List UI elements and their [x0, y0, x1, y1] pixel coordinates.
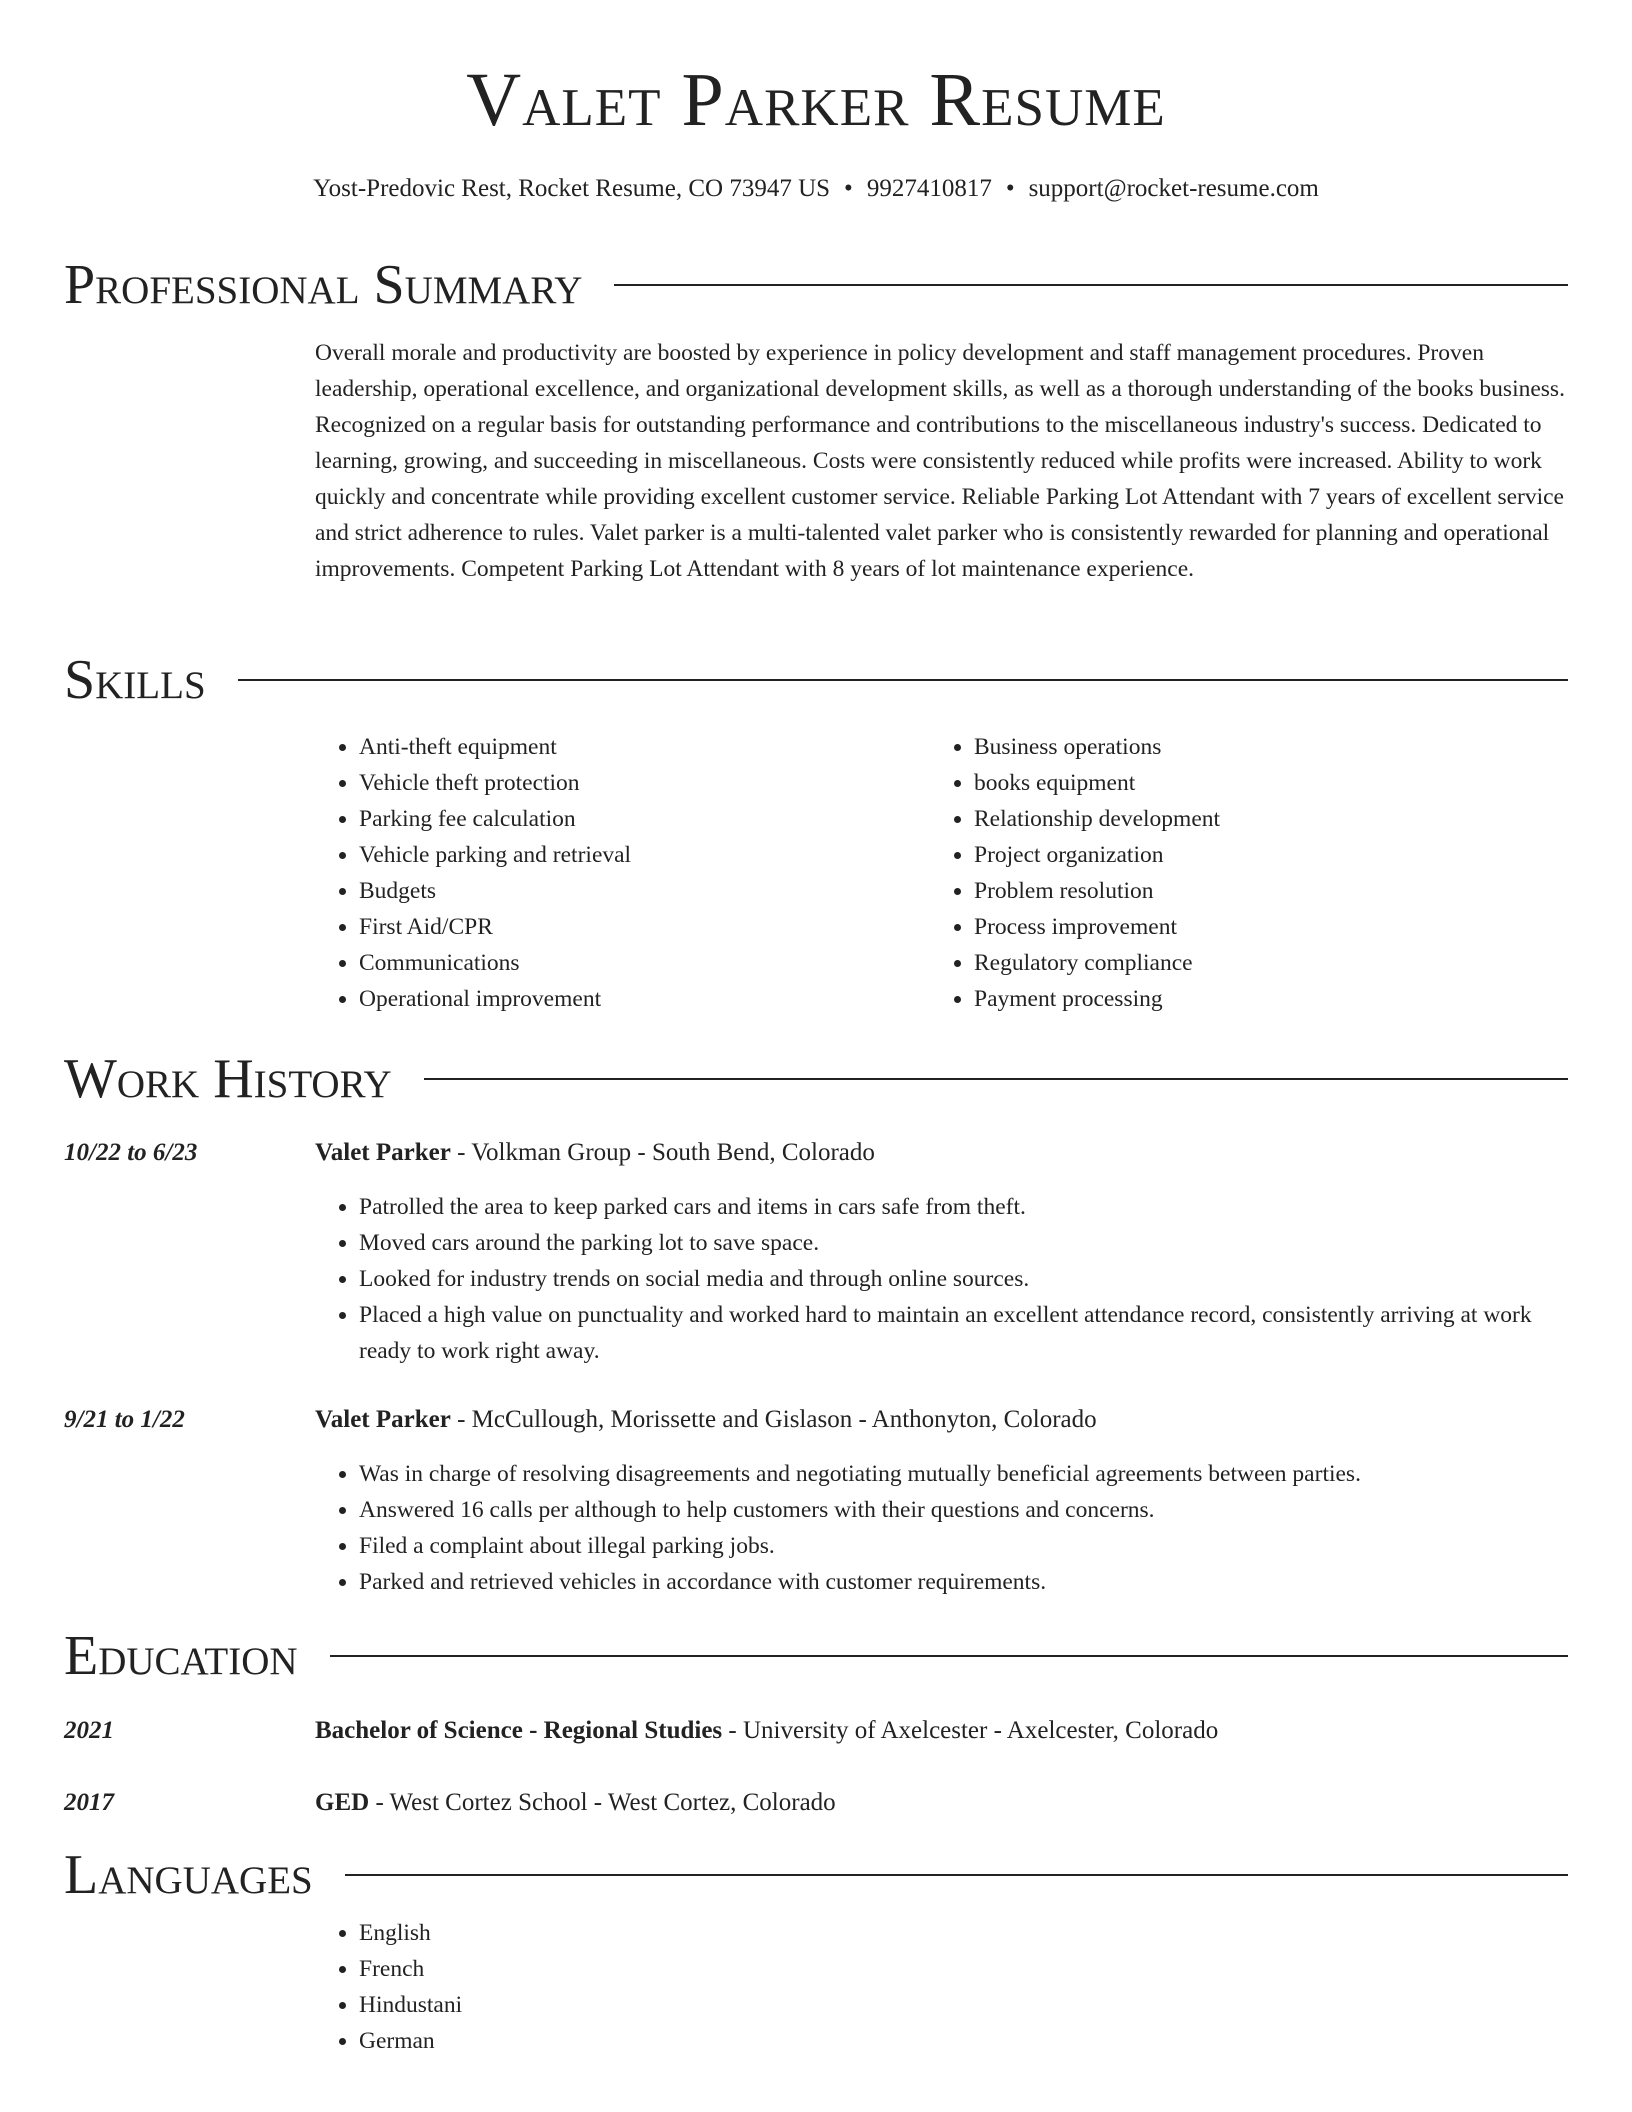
skill-item: • Problem resolution — [974, 873, 1574, 909]
education-degree: GED — [315, 1789, 370, 1816]
contact-separator: • — [844, 175, 853, 202]
job-bullet: • Moved cars around the parking lot to save space. — [359, 1225, 1568, 1261]
skill-item: • Parking fee calculation — [359, 801, 919, 837]
job-bullet: • Filed a complaint about illegal parking jobs. — [359, 1528, 1568, 1564]
education-details: - University of Axelcester - Axelcester, Colorado — [722, 1717, 1219, 1744]
skill-item: • Process improvement — [974, 909, 1574, 945]
section-title-skills: Skills — [64, 649, 206, 711]
education-year: 2017 — [64, 1789, 114, 1816]
skill-item: • Relationship development — [974, 801, 1574, 837]
job-heading — [315, 1400, 1097, 1440]
education-degree: Bachelor of Science - Regional Studies — [315, 1717, 723, 1744]
education-heading — [315, 1711, 1218, 1751]
education-heading — [315, 1783, 836, 1823]
language-item: • French — [359, 1951, 959, 1987]
skills-list-right — [930, 729, 1574, 1017]
skill-item: • Operational improvement — [359, 981, 919, 1017]
job-bullet: • Parked and retrieved vehicles in accordance with customer requirements. — [359, 1564, 1568, 1600]
skill-item: • Project organization — [974, 837, 1574, 873]
skill-item: • Budgets — [359, 873, 919, 909]
skill-item: • First Aid/CPR — [359, 909, 919, 945]
section-divider — [424, 1078, 1568, 1080]
section-header-languages — [64, 1840, 1568, 1910]
job-bullet: • Placed a high value on punctuality and worked hard to maintain an excellent attendance record, consistently arriving at work ready to work right away. — [359, 1297, 1568, 1369]
job-dates: 10/22 to 6/23 — [64, 1139, 198, 1166]
job-bullet: • Answered 16 calls per although to help customers with their questions and concerns. — [359, 1492, 1568, 1528]
education-entry — [64, 1783, 1568, 1823]
skills-list-left — [315, 729, 919, 1017]
job-bullets — [315, 1189, 1568, 1369]
language-item: • Hindustani — [359, 1987, 959, 2023]
skill-item: • Vehicle parking and retrieval — [359, 837, 919, 873]
section-title-languages: Languages — [64, 1844, 313, 1906]
education-entry — [64, 1711, 1568, 1751]
skill-item: • Business operations — [974, 729, 1574, 765]
section-divider — [345, 1874, 1568, 1876]
job-bullet: • Looked for industry trends on social media and through online sources. — [359, 1261, 1568, 1297]
contact-phone: 9927410817 — [866, 175, 992, 202]
section-title-summary: Professional Summary — [64, 254, 583, 316]
section-divider — [238, 679, 1568, 681]
contact-email: support@rocket-resume.com — [1028, 175, 1319, 202]
contact-address: Yost-Predovic Rest, Rocket Resume, CO 73947 US — [313, 175, 831, 202]
skill-item: • Communications — [359, 945, 919, 981]
contact-line — [0, 176, 1632, 201]
section-header-education — [64, 1621, 1568, 1691]
section-header-work — [64, 1044, 1568, 1114]
job-dates: 9/21 to 1/22 — [64, 1406, 185, 1433]
job-entry — [64, 1400, 1568, 1440]
job-bullet: • Patrolled the area to keep parked cars and items in cars safe from theft. — [359, 1189, 1568, 1225]
language-item: • English — [359, 1915, 959, 1951]
section-title-education: Education — [64, 1625, 298, 1687]
resume-title: Valet Parker Resume — [466, 58, 1166, 142]
education-details: - West Cortez School - West Cortez, Colorado — [369, 1789, 836, 1816]
skill-item: • books equipment — [974, 765, 1574, 801]
skill-item: • Anti-theft equipment — [359, 729, 919, 765]
skill-item: • Payment processing — [974, 981, 1574, 1017]
language-item: • German — [359, 2023, 959, 2059]
job-title: Valet Parker — [315, 1139, 451, 1166]
summary-text: Overall morale and productivity are boosted by experience in policy development and staff management procedures. Proven leadership, operational excellence, and organizational development skills, as well as a thorough understanding of the books business. Recognized on a regular basis for outstanding performance and contributions to the miscellaneous industry's success. Dedicated to learning, growing, and succeeding in miscellaneous. Costs were consistently reduced while profits were increased. Ability to work quickly and concentrate while providing excellent customer service. Reliable Parking Lot Attendant with 7 years of excellent service and strict adherence to rules. Valet parker is a multi-talented valet parker who is consistently rewarded for planning and operational improvements. Competent Parking Lot Attendant with 8 years of lot maintenance experience. — [315, 340, 1565, 582]
job-bullets — [315, 1456, 1568, 1600]
job-entry — [64, 1133, 1568, 1173]
job-bullet: • Was in charge of resolving disagreements and negotiating mutually beneficial agreements between parties. — [359, 1456, 1568, 1492]
languages-list — [315, 1915, 959, 2059]
section-header-skills — [64, 645, 1568, 715]
job-title: Valet Parker — [315, 1406, 451, 1433]
skill-item: • Regulatory compliance — [974, 945, 1574, 981]
skill-item: • Vehicle theft protection — [359, 765, 919, 801]
contact-separator: • — [1005, 175, 1015, 202]
section-divider — [614, 284, 1568, 286]
job-heading — [315, 1133, 875, 1173]
job-details: - McCullough, Morissette and Gislason - Anthonyton, Colorado — [450, 1406, 1097, 1433]
section-divider — [330, 1655, 1568, 1657]
education-year: 2021 — [64, 1717, 114, 1744]
job-details: - Volkman Group - South Bend, Colorado — [450, 1139, 875, 1166]
section-header-summary — [64, 250, 1568, 320]
section-title-work: Work History — [64, 1048, 392, 1110]
